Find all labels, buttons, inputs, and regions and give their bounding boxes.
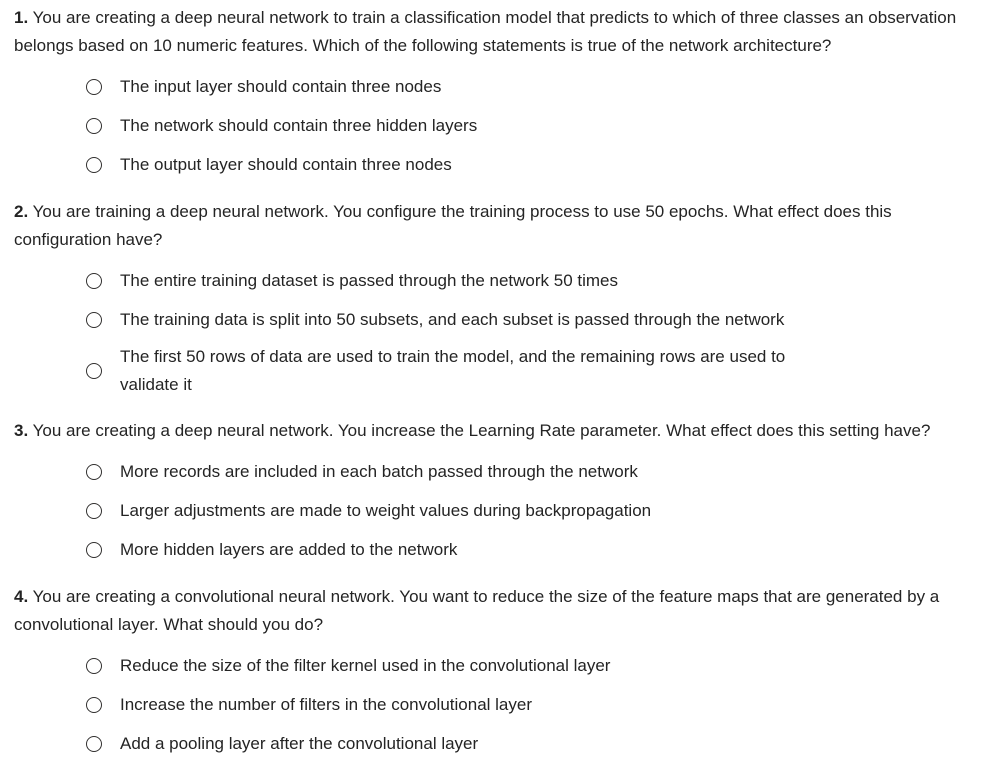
- radio-button-icon[interactable]: [86, 464, 102, 480]
- answer-option[interactable]: [86, 530, 972, 569]
- question-number: 3.: [14, 421, 29, 440]
- radio-button-icon[interactable]: [86, 503, 102, 519]
- answer-option-label: The training data is split into 50 subsets, and each subset is passed through the network: [120, 309, 785, 329]
- answer-option-label: The input layer should contain three nodes: [120, 76, 442, 96]
- question-3: [14, 417, 972, 569]
- question-text: [14, 4, 972, 60]
- question-text: [14, 583, 972, 639]
- radio-button-icon[interactable]: [86, 542, 102, 558]
- answer-options: [14, 261, 972, 403]
- answer-option[interactable]: [86, 339, 972, 403]
- question-prompt: You are creating a deep neural network. You increase the Learning Rate parameter. What effect does this setting have?: [32, 421, 931, 440]
- radio-button-icon[interactable]: [86, 312, 102, 328]
- answer-option-label: Add a pooling layer after the convolutional layer: [120, 733, 479, 753]
- answer-option-label: Increase the number of filters in the convolutional layer: [120, 694, 533, 714]
- question-prompt: You are creating a deep neural network to train a classification model that predicts to which of three classes an observation belongs based on 10 numeric features. Which of the following statements is true of the network architecture?: [14, 8, 957, 55]
- radio-button-icon[interactable]: [86, 79, 102, 95]
- question-2: [14, 198, 972, 403]
- radio-button-icon[interactable]: [86, 157, 102, 173]
- radio-button-icon[interactable]: [86, 118, 102, 134]
- answer-option[interactable]: [86, 724, 972, 763]
- question-number: 1.: [14, 8, 29, 27]
- answer-options: [14, 452, 972, 569]
- answer-option-label: Reduce the size of the filter kernel used in the convolutional layer: [120, 655, 611, 675]
- answer-option[interactable]: [86, 261, 972, 300]
- answer-option[interactable]: [86, 491, 972, 530]
- question-1: [14, 4, 972, 184]
- radio-button-icon[interactable]: [86, 658, 102, 674]
- question-number: 2.: [14, 202, 29, 221]
- answer-option-label: The network should contain three hidden layers: [120, 115, 478, 135]
- answer-option-label: The output layer should contain three nodes: [120, 154, 452, 174]
- question-number: 4.: [14, 587, 29, 606]
- answer-option[interactable]: [86, 646, 972, 685]
- radio-button-icon[interactable]: [86, 736, 102, 752]
- answer-options: [14, 646, 972, 763]
- answer-option-label: The entire training dataset is passed through the network 50 times: [120, 270, 619, 290]
- question-text: [14, 198, 972, 254]
- question-prompt: You are creating a convolutional neural network. You want to reduce the size of the feature maps that are generated by a convolutional layer. What should you do?: [14, 587, 940, 634]
- answer-option-label: The first 50 rows of data are used to train the model, and the remaining rows are used to validate it: [120, 347, 786, 394]
- radio-button-icon[interactable]: [86, 273, 102, 289]
- answer-option-label: Larger adjustments are made to weight values during backpropagation: [120, 500, 652, 520]
- answer-option-label: More records are included in each batch passed through the network: [120, 461, 638, 481]
- answer-option[interactable]: [86, 300, 972, 339]
- answer-option[interactable]: [86, 106, 972, 145]
- question-prompt: You are training a deep neural network. You configure the training process to use 50 epochs. What effect does this configuration have?: [14, 202, 892, 249]
- answer-option[interactable]: [86, 67, 972, 106]
- answer-option[interactable]: [86, 452, 972, 491]
- radio-button-icon[interactable]: [86, 363, 102, 379]
- question-text: [14, 417, 972, 445]
- answer-options: [14, 67, 972, 184]
- answer-option-label: More hidden layers are added to the network: [120, 539, 458, 559]
- answer-option[interactable]: [86, 145, 972, 184]
- radio-button-icon[interactable]: [86, 697, 102, 713]
- answer-option[interactable]: [86, 685, 972, 724]
- question-4: [14, 583, 972, 763]
